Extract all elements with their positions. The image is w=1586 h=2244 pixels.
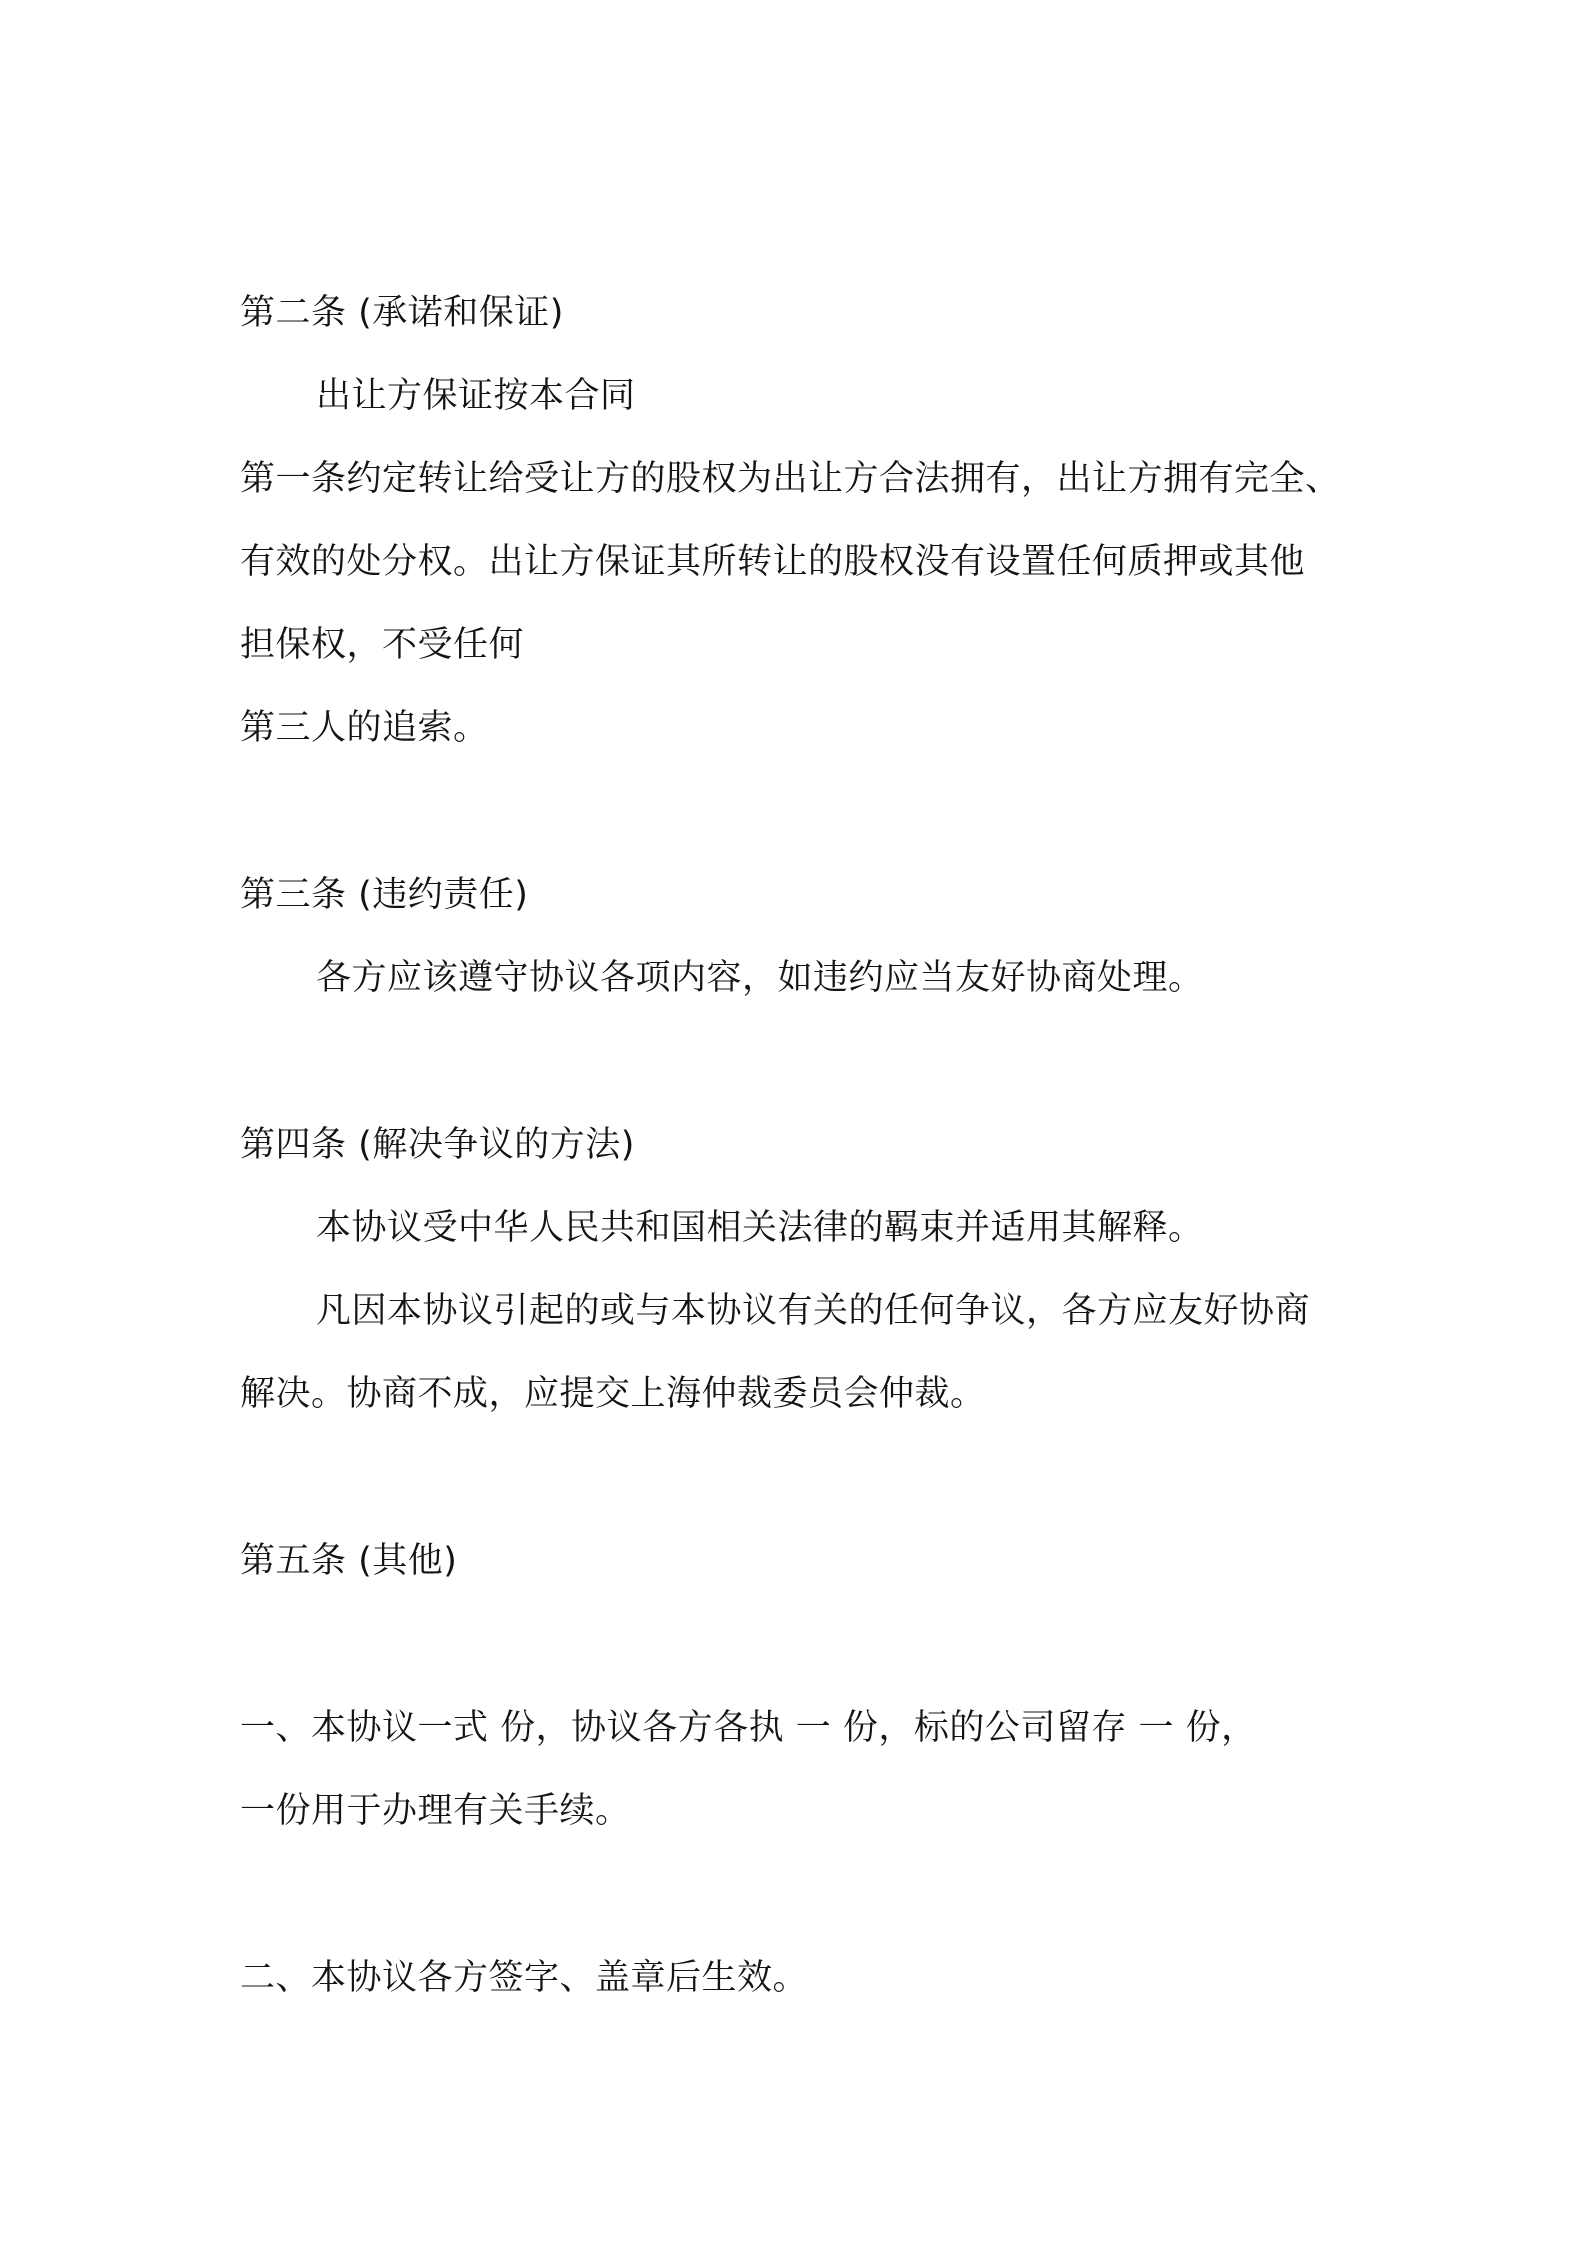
article-4-text-line: 凡因本协议引起的或与本协议有关的任何争议，各方应友好协商: [316, 1291, 1311, 1331]
article-2-text-line: 出让方保证按本合同: [316, 376, 636, 416]
article-3-text-line: 各方应该遵守协议各项内容，如违约应当友好协商处理。: [316, 958, 1204, 998]
article-2-text-line: 第一条约定转让给受让方的股权为出让方合法拥有，出让方拥有完全、: [240, 459, 1341, 499]
article-5-clause-2: 二、本协议各方签字、盖章后生效。: [240, 1958, 809, 1998]
article-4-text-line: 解决。协商不成，应提交上海仲裁委员会仲裁。: [240, 1374, 986, 1414]
article-3-heading: 第三条 (违约责任): [240, 875, 529, 915]
article-4-text-line: 本协议受中华人民共和国相关法律的羁束并适用其解释。: [316, 1208, 1204, 1248]
article-2-text-line: 有效的处分权。出让方保证其所转让的股权没有设置任何质押或其他: [240, 542, 1306, 582]
article-4-heading: 第四条 (解决争议的方法): [240, 1125, 635, 1165]
article-2-heading: 第二条 (承诺和保证): [240, 293, 564, 333]
article-2-text-line: 担保权，不受任何: [240, 625, 525, 665]
article-5-clause-1-line: 一、本协议一式 份，协议各方各执 一 份，标的公司留存 一 份，: [240, 1708, 1257, 1748]
article-5-clause-1-line: 一份用于办理有关手续。: [240, 1791, 631, 1831]
article-2-text-line: 第三人的追索。: [240, 708, 489, 748]
article-5-heading: 第五条 (其他): [240, 1541, 458, 1581]
